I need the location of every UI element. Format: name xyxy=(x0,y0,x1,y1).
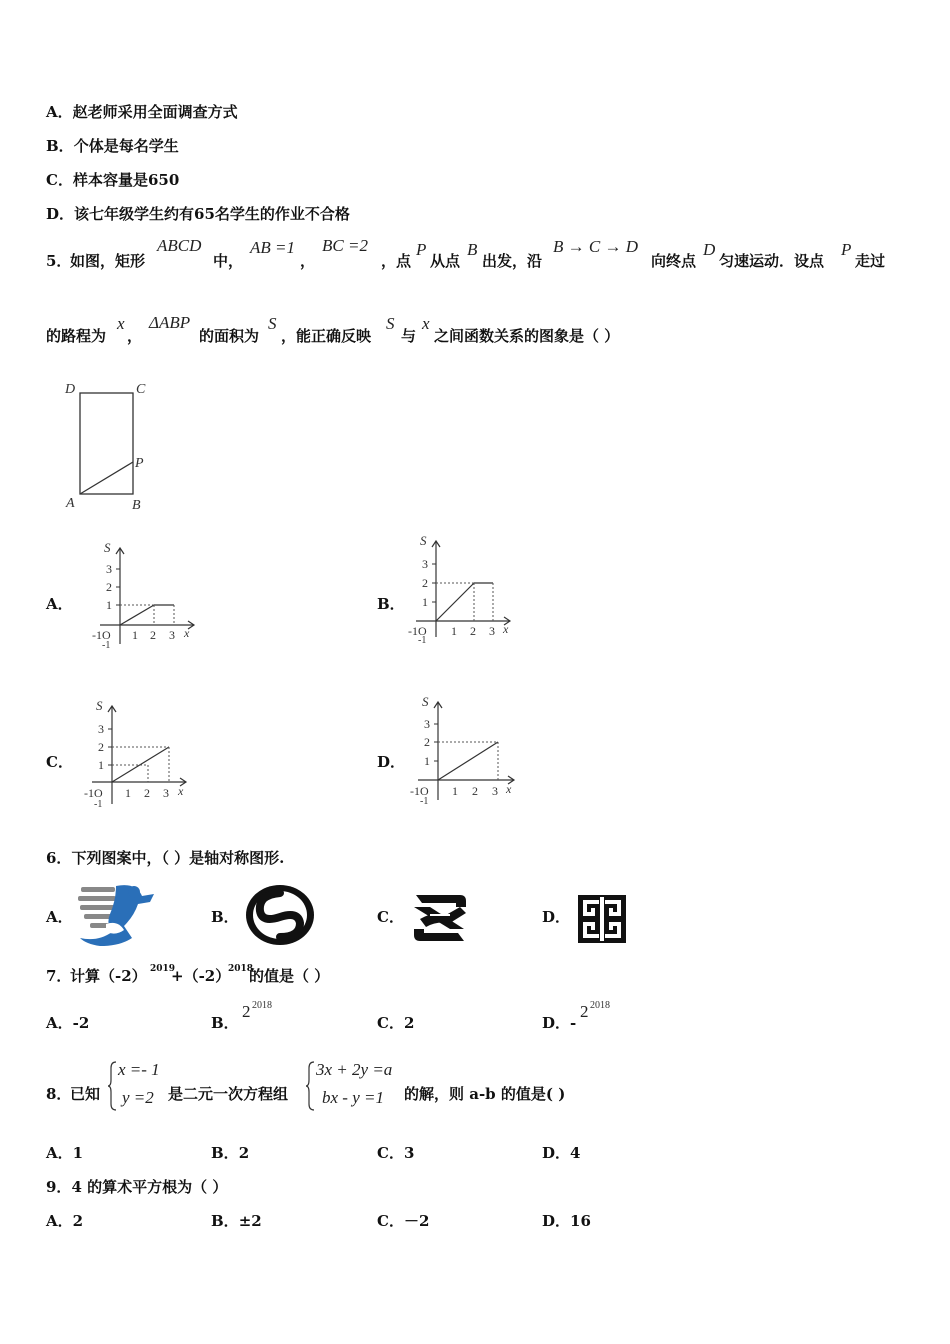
q7-d-base: 2 xyxy=(580,1002,589,1021)
swirl-circle-icon xyxy=(244,883,316,947)
q7-option-b[interactable]: B． xyxy=(211,1014,239,1032)
q5-p: P xyxy=(841,240,852,259)
origin: -1O xyxy=(84,786,103,800)
q7-b-base: 2 xyxy=(242,1002,251,1021)
q6-option-c[interactable]: C． xyxy=(377,908,404,926)
q5-text: 的面积为 xyxy=(199,327,260,345)
q7-text: 计算（-2） xyxy=(70,967,147,985)
tick-3: 3 xyxy=(424,717,430,731)
q6-option-d[interactable]: D． xyxy=(542,908,571,926)
q5-text: 出发，沿 xyxy=(482,252,543,270)
q5-abcd: ABCD xyxy=(157,236,202,255)
q5-d: D xyxy=(703,240,716,259)
tick-x1: 1 xyxy=(125,786,131,800)
runner-logo-icon xyxy=(76,880,156,948)
tick-1: 1 xyxy=(98,758,104,772)
q8-option-b[interactable]: B．2 xyxy=(211,1144,250,1162)
neg-one: -1 xyxy=(418,635,427,646)
tick-1: 1 xyxy=(424,754,430,768)
q5-option-a[interactable]: A． xyxy=(46,595,73,613)
tick-x1: 1 xyxy=(452,784,458,798)
tick-3: 3 xyxy=(422,557,428,571)
tick-3: 3 xyxy=(98,722,104,736)
neg-one: -1 xyxy=(94,799,103,810)
q5-text: ，能正确反映 xyxy=(281,327,372,345)
tick-2: 2 xyxy=(98,740,104,754)
tick-x2: 2 xyxy=(470,624,476,638)
tick-x3: 3 xyxy=(169,628,175,642)
q9-option-a[interactable]: A．2 xyxy=(46,1212,84,1230)
q7-number: 7． xyxy=(46,967,72,985)
q5-graph-b xyxy=(408,533,518,646)
tick-x2: 2 xyxy=(150,628,156,642)
q5-bc: BC =2 xyxy=(322,236,368,255)
q8-text: 的解，则 a-b 的值是( ) xyxy=(404,1085,566,1103)
q7-option-d[interactable]: D．- xyxy=(542,1014,577,1032)
q5-number: 5． xyxy=(46,252,72,270)
tick-x3: 3 xyxy=(163,786,169,800)
q7-b-exp: 2018 xyxy=(252,1000,272,1011)
label-p: P xyxy=(135,456,144,471)
q9-option-d[interactable]: D．16 xyxy=(542,1212,591,1230)
axis-s: S xyxy=(422,694,429,709)
q8-option-d[interactable]: D．4 xyxy=(542,1144,581,1162)
q5-ab: AB =1 xyxy=(250,238,295,257)
q5-option-b[interactable]: B． xyxy=(377,595,405,613)
q7-d-exp: 2018 xyxy=(590,1000,610,1011)
label-a: A xyxy=(66,496,75,511)
q8-text: 已知 xyxy=(70,1085,101,1103)
tick-x1: 1 xyxy=(451,624,457,638)
q5-s: S xyxy=(268,314,277,333)
q7-option-c[interactable]: C．2 xyxy=(377,1014,415,1032)
q6-stem: 6．下列图案中，（ ）是轴对称图形. xyxy=(46,849,285,867)
tick-1: 1 xyxy=(106,598,112,612)
q8-option-c[interactable]: C．3 xyxy=(377,1144,415,1162)
label-d: D xyxy=(65,382,76,397)
q8-system1-eq1: x =- 1 xyxy=(118,1060,160,1079)
axis-x: x xyxy=(506,782,512,796)
tick-2: 2 xyxy=(424,735,430,749)
q7-exp: 2019 xyxy=(150,964,176,974)
q5-text: 走过 xyxy=(855,252,886,270)
axis-x: x xyxy=(178,784,184,798)
axis-x: x xyxy=(503,622,509,636)
q5-graph-d xyxy=(410,694,520,806)
q7-text: +（-2） xyxy=(171,967,231,985)
label-c: C xyxy=(136,382,146,397)
q8-system1-eq2: y =2 xyxy=(122,1088,154,1107)
q8-number: 8． xyxy=(46,1085,72,1103)
axis-s: S xyxy=(420,533,427,548)
origin: -1O xyxy=(408,624,427,638)
tick-2: 2 xyxy=(422,576,428,590)
q5-option-c[interactable]: C． xyxy=(46,753,73,771)
q9-stem: 9．4 的算术平方根为（ ） xyxy=(46,1178,228,1196)
neg-one: -1 xyxy=(102,640,111,651)
q5-text: 的路程为 xyxy=(46,327,107,345)
q7-option-a[interactable]: A．-2 xyxy=(46,1014,90,1032)
q5-option-d[interactable]: D． xyxy=(377,753,406,771)
left-brace-icon xyxy=(108,1060,118,1112)
q5-text: 从点 xyxy=(430,252,461,270)
left-brace-icon xyxy=(306,1060,316,1112)
q5-text: 之间函数关系的图象是（ ） xyxy=(434,327,620,345)
tick-x3: 3 xyxy=(492,784,498,798)
origin: -1O xyxy=(410,784,429,798)
q9-option-c[interactable]: C．－2 xyxy=(377,1212,430,1230)
q5-graph-a xyxy=(92,540,202,650)
q4-option-b: B．个体是每名学生 xyxy=(46,137,179,155)
q5-text: ，点 xyxy=(381,252,412,270)
q8-system2-eq1: 3x + 2y =a xyxy=(316,1060,393,1079)
q5-x: x xyxy=(422,314,430,333)
q4-option-a: A．赵老师采用全面调查方式 xyxy=(46,103,238,121)
q5-path: B → C → D xyxy=(553,237,638,256)
tick-3: 3 xyxy=(106,562,112,576)
q5-text: ， xyxy=(300,252,316,270)
q5-b: B xyxy=(467,240,478,259)
neg-one: -1 xyxy=(420,796,429,807)
q7-exp: 2018 xyxy=(228,964,254,974)
q5-text: 如图，矩形 xyxy=(70,252,146,270)
q5-text: 向终点 xyxy=(651,252,697,270)
axis-x: x xyxy=(184,626,190,640)
q6-option-b[interactable]: B． xyxy=(211,908,239,926)
tick-1: 1 xyxy=(422,595,428,609)
tick-x3: 3 xyxy=(489,624,495,638)
q4-option-c: C．样本容量是650 xyxy=(46,171,180,189)
origin: -1O xyxy=(92,628,111,642)
axis-s: S xyxy=(104,540,111,555)
q7-text: 的值是（ ） xyxy=(249,967,330,985)
q5-p: P xyxy=(416,240,427,259)
q5-text: ， xyxy=(127,327,143,345)
q5-graph-c xyxy=(84,698,194,810)
q9-option-b[interactable]: B．±2 xyxy=(211,1212,262,1230)
tick-x1: 1 xyxy=(132,628,138,642)
q5-triangle: ΔABP xyxy=(149,313,191,332)
axis-s: S xyxy=(96,698,103,713)
tick-x2: 2 xyxy=(472,784,478,798)
q5-s: S xyxy=(386,314,395,333)
q5-text: 与 xyxy=(401,327,417,345)
q5-text: 匀速运动．设点 xyxy=(719,252,825,270)
ribbon-shape-icon xyxy=(410,889,470,947)
q8-system2-eq2: bx - y =1 xyxy=(322,1088,384,1107)
meander-pattern-icon xyxy=(576,893,628,945)
q8-text: 是二元一次方程组 xyxy=(168,1085,289,1103)
q5-rectangle-figure xyxy=(60,378,160,514)
tick-x2: 2 xyxy=(144,786,150,800)
q8-option-a[interactable]: A．1 xyxy=(46,1144,84,1162)
q6-option-a[interactable]: A． xyxy=(46,908,73,926)
q5-text: 中， xyxy=(213,252,244,270)
tick-2: 2 xyxy=(106,580,112,594)
label-b: B xyxy=(132,498,141,513)
q4-option-d: D．该七年级学生约有65名学生的作业不合格 xyxy=(46,205,350,223)
q5-x: x xyxy=(117,314,125,333)
